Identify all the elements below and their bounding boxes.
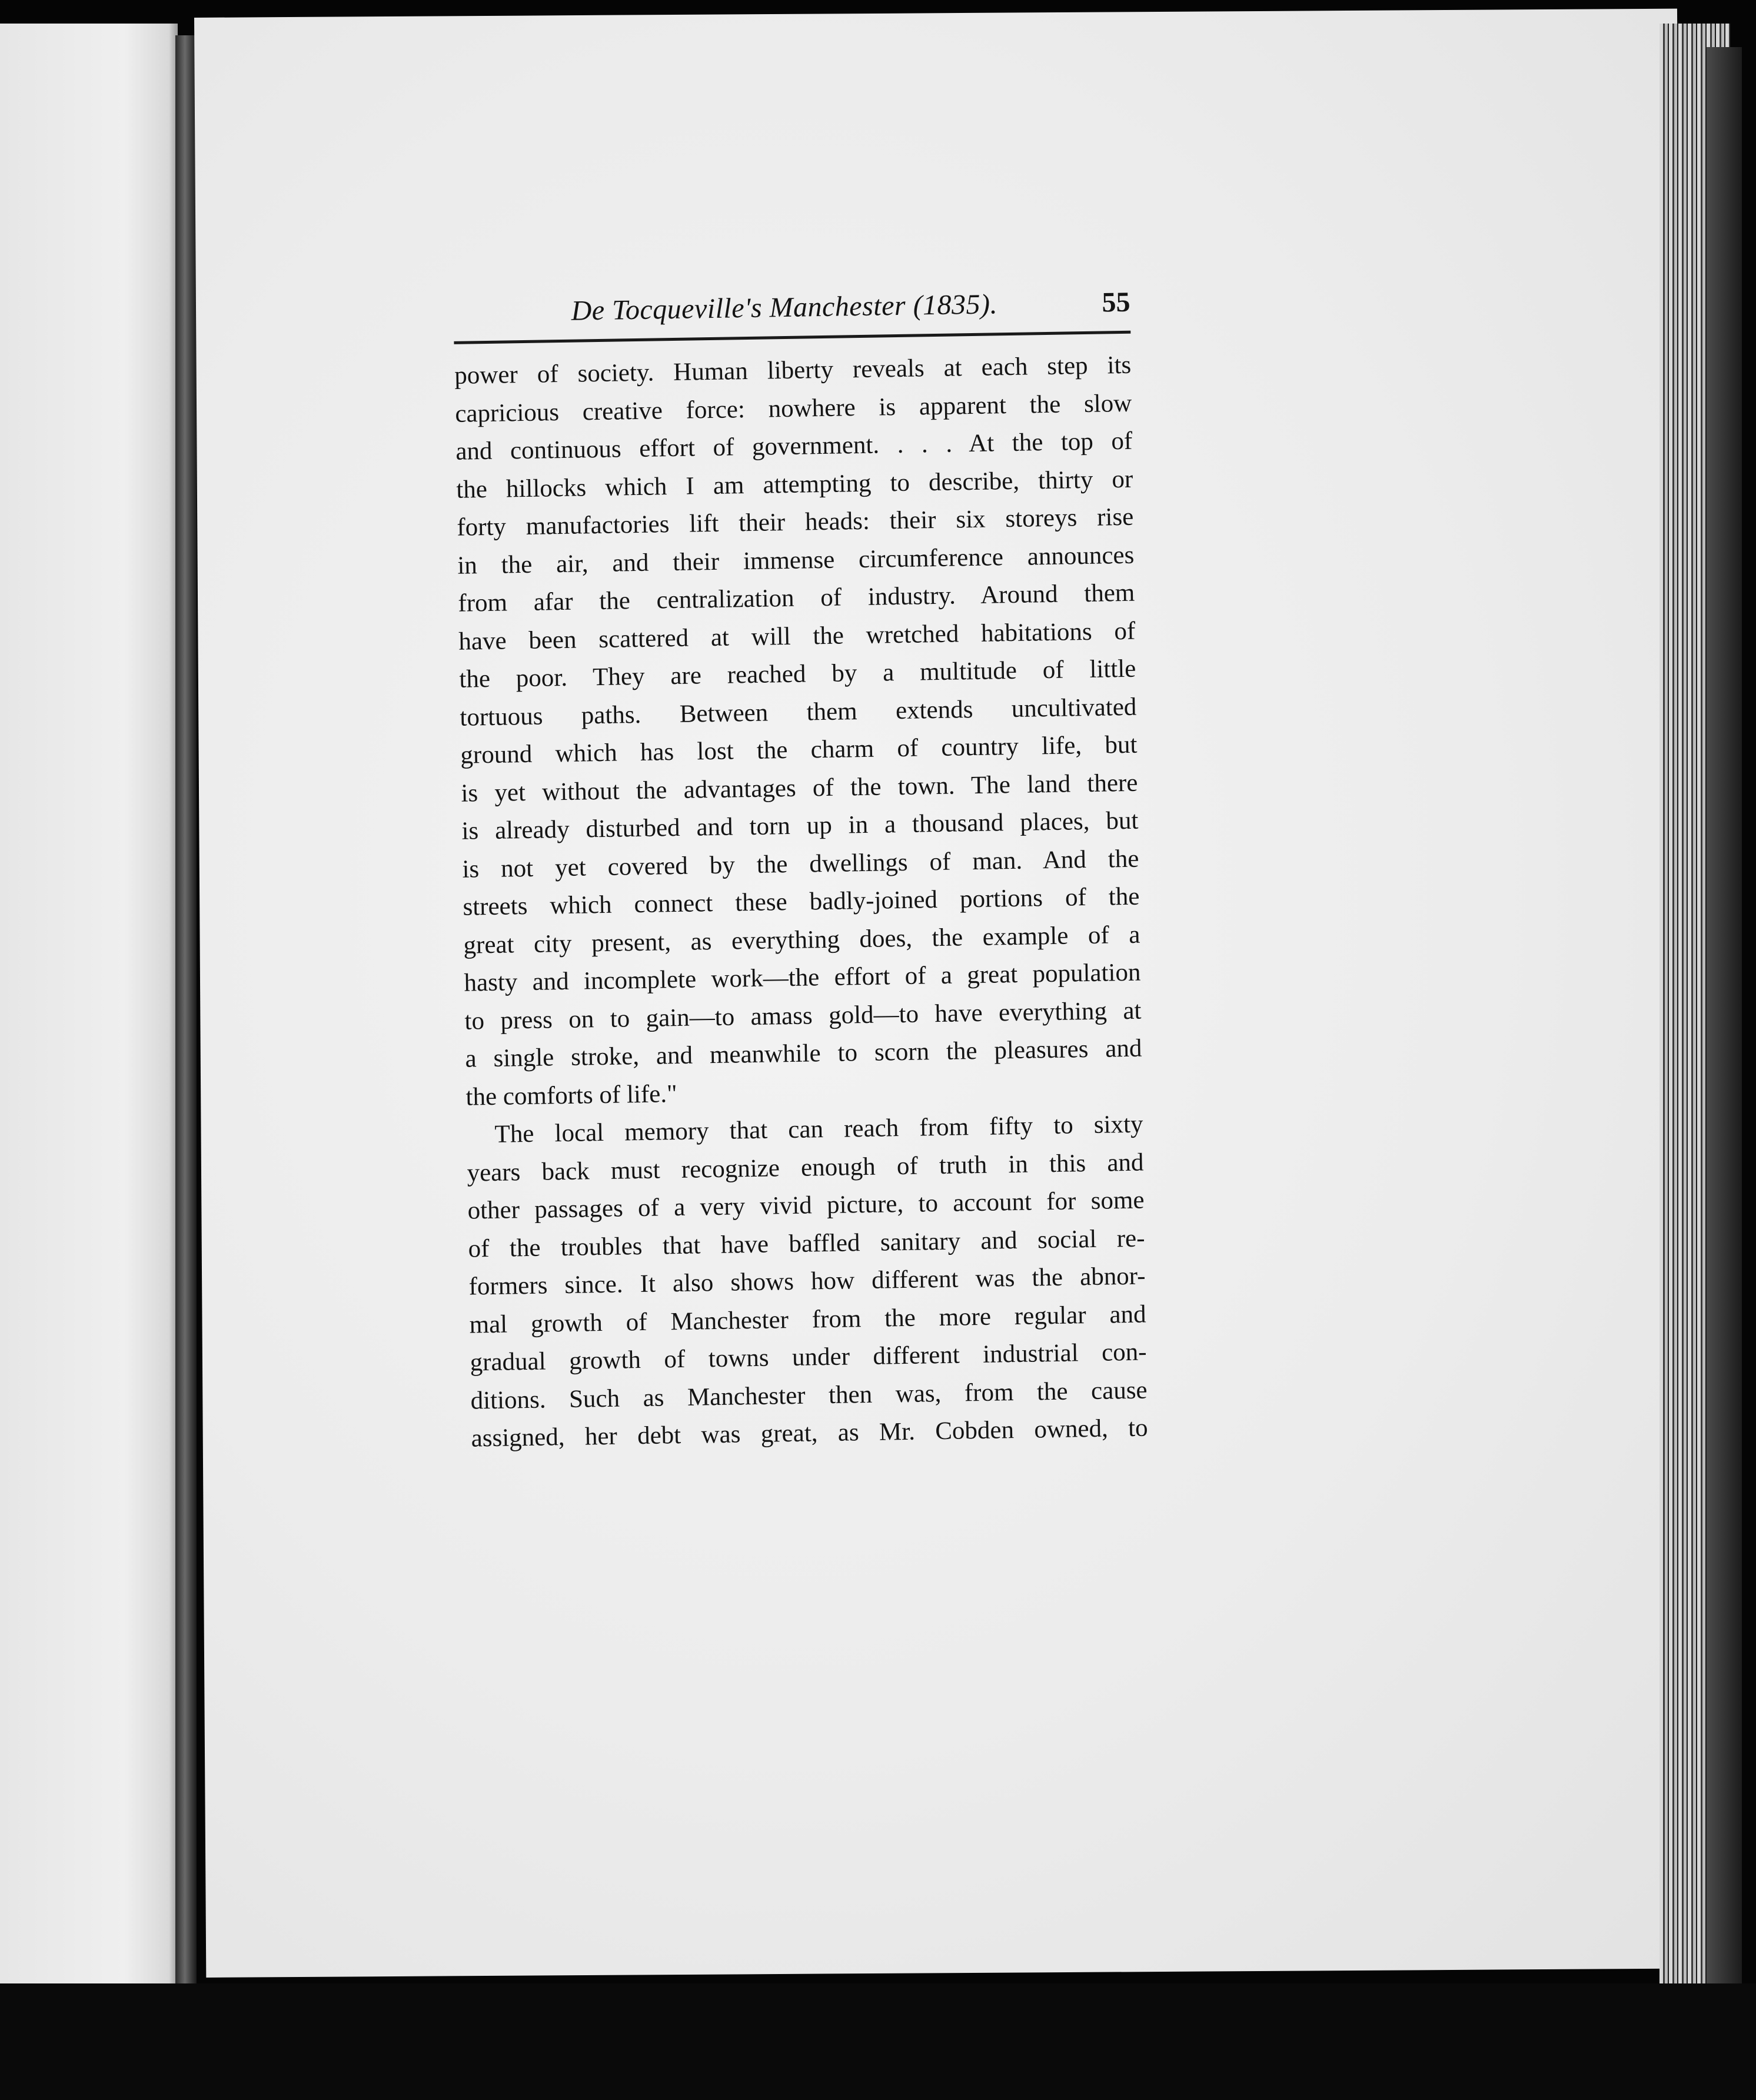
text-line: other passages of a very vivid picture, to account for some xyxy=(467,1186,1145,1225)
text-line: The local memory that can reach from fifty to sixty xyxy=(494,1110,1143,1148)
text-line: is not yet covered by the dwellings of man. And the xyxy=(462,845,1139,883)
text-line: great city present, as everything does, the example of a xyxy=(463,921,1140,959)
facing-page-left xyxy=(0,24,178,1983)
text-line: is yet without the advantages of the town. The land there xyxy=(461,769,1138,808)
text-line: assigned, her debt was great, as Mr. Cobden owned, to xyxy=(471,1414,1148,1453)
text-line: tortuous paths. Between them extends uncultivated xyxy=(460,693,1137,732)
text-line: forty manufactories lift their heads: their six storeys rise xyxy=(457,503,1134,541)
text-line: to press on to gain—to amass gold—to have everything at xyxy=(464,996,1142,1035)
text-line: is already disturbed and torn up in a thousand places, but xyxy=(461,806,1139,845)
scan-background xyxy=(0,1983,1756,2100)
text-line: hasty and incomplete work—the effort of a great population xyxy=(464,958,1141,997)
text-line: from afar the centralization of industry. Around them xyxy=(458,579,1135,617)
text-line: of the troubles that have baffled sanitary and social re- xyxy=(468,1224,1145,1263)
text-line: mal growth of Manchester from the more regular and xyxy=(469,1300,1146,1339)
running-head xyxy=(447,277,1166,341)
text-line: formers since. It also shows how different was the abnor- xyxy=(468,1262,1146,1301)
text-line: streets which connect these badly-joined portions of the xyxy=(463,882,1140,921)
text-line: a single stroke, and meanwhile to scorn the pleasures and xyxy=(465,1034,1142,1073)
text-line: capricious creative force: nowhere is apparent the slow xyxy=(454,389,1132,428)
text-line: ground which has lost the charm of country life, but xyxy=(460,730,1138,769)
page-number: 55 xyxy=(1102,286,1130,318)
running-title: De Tocqueville's Manchester (1835). xyxy=(571,288,998,327)
body-text xyxy=(454,347,1148,1458)
text-line: and continuous effort of government. . . . At the top of xyxy=(455,427,1133,466)
text-line: the hillocks which I am attempting to describe, thirty or xyxy=(456,465,1133,504)
book-cover-edge xyxy=(1707,47,1742,1983)
text-line: years back must recognize enough of truth in this and xyxy=(467,1148,1144,1187)
text-line: in the air, and their immense circumference announces xyxy=(457,541,1135,580)
text-line: gradual growth of towns under different industrial con- xyxy=(470,1338,1147,1377)
page-content xyxy=(447,277,1183,1458)
text-line: ditions. Such as Manchester then was, from the cause xyxy=(470,1376,1148,1415)
text-line: the poor. They are reached by a multitude of little xyxy=(459,654,1136,693)
book-gutter xyxy=(175,35,197,1989)
text-line: have been scattered at will the wretched habitations of xyxy=(458,617,1136,656)
paragraph xyxy=(454,347,1143,1117)
paragraph xyxy=(466,1106,1148,1458)
text-line: the comforts of life." xyxy=(465,1079,677,1111)
text-line: power of society. Human liberty reveals at each step its xyxy=(454,351,1132,390)
